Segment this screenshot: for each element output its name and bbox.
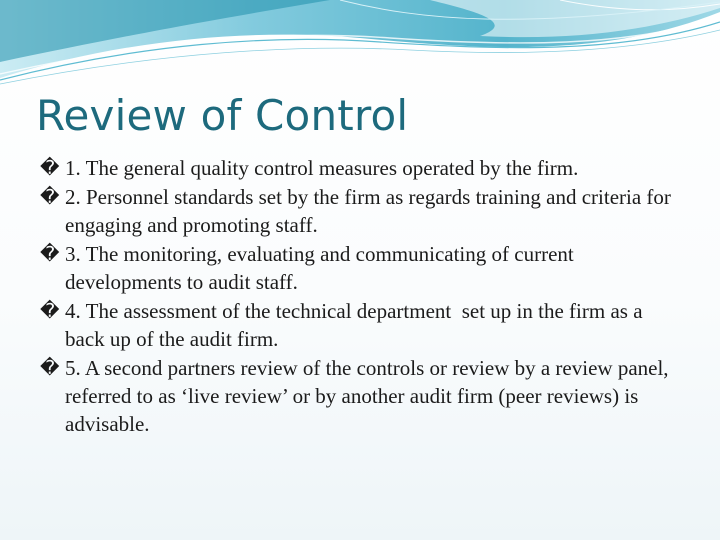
missing-glyph-bullet-icon: � <box>40 357 60 379</box>
bullet-item-1 <box>40 154 680 182</box>
header-wave-decoration <box>0 0 720 90</box>
slide-title: Review of Control <box>36 91 409 140</box>
bullet-list <box>40 154 680 439</box>
bullet-text: 2. Personnel standards set by the firm as regards training and criteria for engaging and promoting staff. <box>65 185 677 237</box>
bullet-item-3 <box>40 240 680 296</box>
missing-glyph-bullet-icon: � <box>40 157 60 179</box>
missing-glyph-bullet-icon: � <box>40 186 60 208</box>
bullet-text: 3. The monitoring, evaluating and communicating of current developments to audit staff. <box>65 242 579 294</box>
missing-glyph-bullet-icon: � <box>40 300 60 322</box>
bullet-item-4 <box>40 297 680 353</box>
bullet-text: 1. The general quality control measures operated by the firm. <box>65 156 579 180</box>
bullet-item-5 <box>40 354 680 438</box>
missing-glyph-bullet-icon: � <box>40 243 60 265</box>
bullet-text: 4. The assessment of the technical department set up in the firm as a back up of the audit firm. <box>65 299 648 351</box>
bullet-item-2 <box>40 183 680 239</box>
bullet-text: 5. A second partners review of the controls or review by a review panel, referred to as ‘live review’ or by another audit firm (peer reviews) is advisable. <box>65 356 674 436</box>
